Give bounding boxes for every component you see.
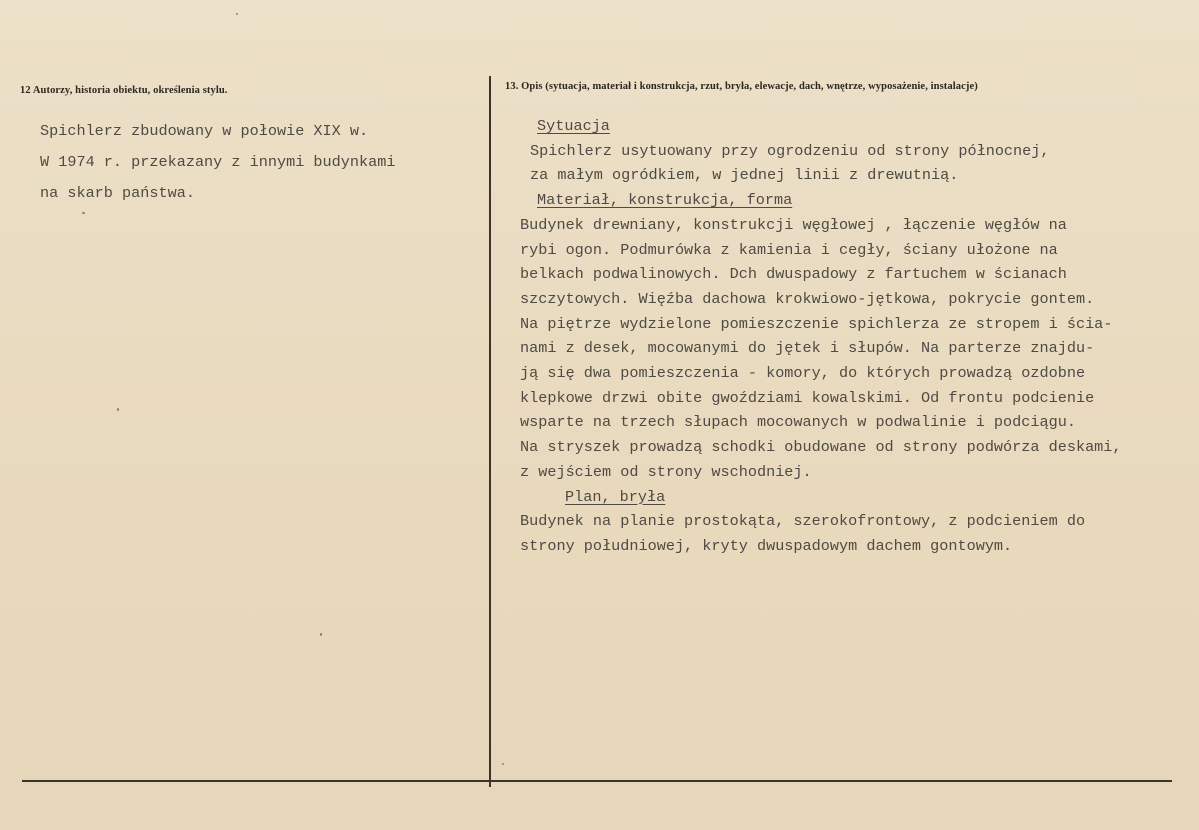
section-heading-material: Materiał, konstrukcja, forma (537, 191, 793, 210)
description-line: nami z desek, mocowanymi do jętek i słupów. Na parterze znajdu- (520, 339, 1095, 358)
history-line: na skarb państwa. (40, 184, 195, 202)
column-divider (489, 76, 491, 787)
description-line: klepkowe drzwi obite gwoździami kowalskimi. Od frontu podcienie (520, 388, 1095, 407)
field-13-label: 13. Opis (sytuacja, materiał i konstrukcja, rzut, bryła, elewacje, dach, wnętrze, wyposażenie, instalacje) (505, 81, 978, 92)
description-line: Budynek na planie prostokąta, szerokofrontowy, z podcieniem do (520, 512, 1086, 531)
description-line: za małym ogródkiem, w jednej linii z drewutnią. (530, 166, 959, 185)
history-text-block (40, 116, 395, 209)
description-line: szczytowych. Więźba dachowa krokwiowo-jętkowa, pokrycie gontem. (520, 289, 1095, 308)
history-line: W 1974 r. przekazany z innymi budynkami (40, 153, 396, 171)
paper-speck (82, 212, 85, 214)
description-line: belkach podwalinowych. Dch dwuspadowy z fartuchem w ścianach (520, 265, 1067, 284)
paper-speck (502, 763, 504, 765)
paper-speck (236, 13, 238, 15)
section-heading-situation: Sytuacja (537, 117, 610, 135)
description-line: ją się dwa pomieszczenia - komory, do których prowadzą ozdobne (520, 364, 1086, 383)
description-line: strony południowej, kryty dwuspadowym dachem gontowym. (520, 536, 1013, 555)
history-line: Spichlerz zbudowany w połowie XIX w. (40, 122, 369, 140)
description-text-block (520, 114, 1122, 559)
description-line: Spichlerz usytuowany przy ogrodzeniu od strony północnej, (530, 141, 1050, 160)
description-line: wsparte na trzech słupach mocowanych w podwalinie i podciągu. (520, 413, 1076, 432)
section-heading-plan: Plan, bryła (565, 487, 666, 506)
description-line: z wejściem od strony wschodniej. (520, 462, 812, 481)
bottom-rule (22, 780, 1172, 782)
paper-speck (117, 408, 119, 411)
field-12-label: 12 Autorzy, historia obiektu, określenia stylu. (20, 85, 228, 96)
paper-speck (320, 633, 322, 636)
description-line: Na piętrze wydzielone pomieszczenie spichlerza ze stropem i ścia- (520, 314, 1113, 333)
description-line: Budynek drewniany, konstrukcji węgłowej , łączenie węgłów na (520, 215, 1067, 234)
description-line: Na stryszek prowadzą schodki obudowane od strony podwórza deskami, (520, 438, 1122, 457)
description-line: rybi ogon. Podmurówka z kamienia i cegły, ściany ułożone na (520, 240, 1058, 259)
